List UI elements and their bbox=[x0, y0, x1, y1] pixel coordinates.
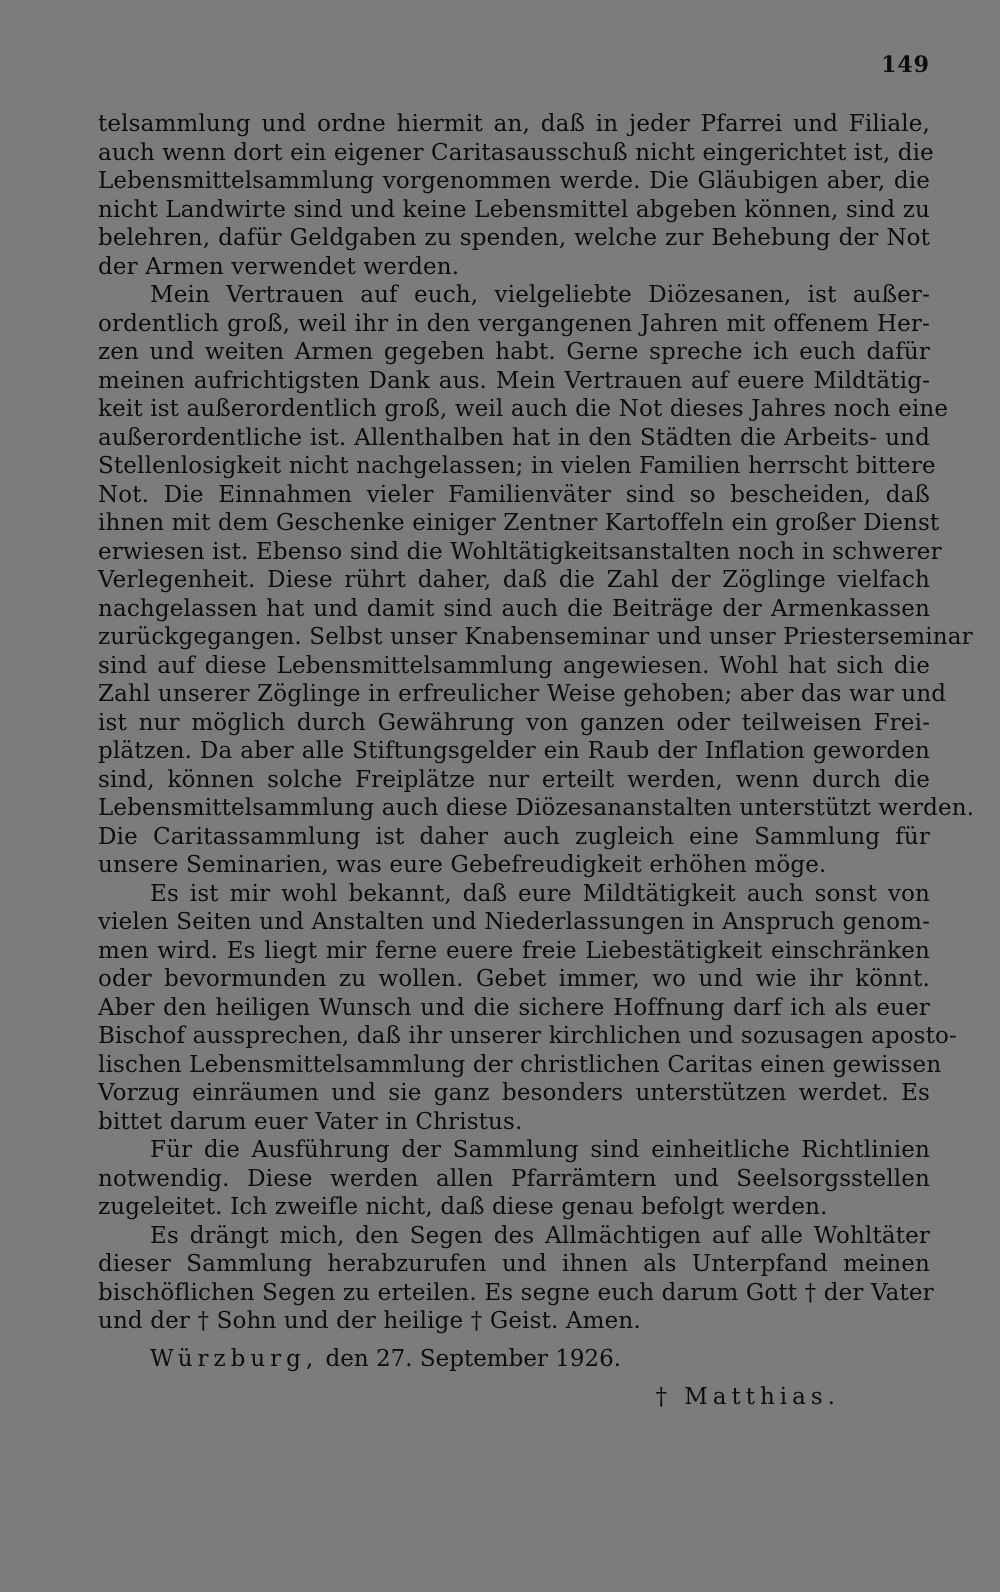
text-line: sind, können solche Freiplätze nur erteilt werden, wenn durch die bbox=[98, 766, 930, 793]
text-line: zen und weiten Armen gegeben habt. Gerne spreche ich euch dafür bbox=[98, 339, 930, 365]
text-line: telsammlung und ordne hiermit an, daß in jeder Pfarrei und Filiale, bbox=[98, 111, 930, 137]
text-line: oder bevormunden zu wollen. Gebet immer, wo und wie ihr könnt. bbox=[98, 966, 930, 992]
text-line: meinen aufrichtigsten Dank aus. Mein Vertrauen auf euere Mildtätig- bbox=[98, 367, 930, 394]
dateline-date: den 27. September 1926. bbox=[318, 1345, 622, 1372]
text-line: nachgelassen hat und damit sind auch die Beiträge der Armenkassen bbox=[98, 595, 930, 622]
letter-body bbox=[98, 110, 975, 1414]
paragraph bbox=[98, 110, 934, 281]
text-line: auch wenn dort ein eigener Caritasausschuß nicht eingerichtet ist, die bbox=[98, 139, 934, 166]
text-line: keit ist außerordentlich groß, weil auch die Not dieses Jahres noch eine bbox=[98, 396, 949, 422]
text-line: erwiesen ist. Ebenso sind die Wohltätigkeitsanstalten noch in schwerer bbox=[98, 538, 942, 565]
text-line: Aber den heiligen Wunsch und die sichere Hoffnung darf ich als euer bbox=[98, 994, 930, 1021]
text-line: nicht Landwirte sind und keine Lebensmittel abgeben können, sind zu bbox=[98, 196, 930, 223]
dateline bbox=[98, 1342, 930, 1376]
paragraph bbox=[98, 281, 975, 880]
text-line: Die Caritassammlung ist daher auch zugleich eine Sammlung für bbox=[98, 823, 930, 850]
paragraph bbox=[98, 1222, 934, 1336]
text-line: Zahl unserer Zöglinge in erfreulicher Weise gehoben; aber das war und bbox=[98, 681, 947, 707]
text-line: Vorzug einräumen und sie ganz besonders unterstützen werdet. Es bbox=[98, 1080, 930, 1106]
text-line: Lebensmittelsammlung vorgenommen werde. Die Gläubigen aber, die bbox=[98, 168, 930, 194]
text-line: bittet darum euer Vater in Christus. bbox=[98, 1108, 523, 1135]
text-line: belehren, dafür Geldgaben zu spenden, welche zur Behebung der Not bbox=[98, 225, 930, 251]
text-line: außerordentliche ist. Allenthalben hat in den Städten die Arbeits- und bbox=[98, 424, 930, 451]
text-line: zurückgegangen. Selbst unser Knabenseminar und unser Priesterseminar bbox=[98, 624, 973, 650]
text-line: ordentlich groß, weil ihr in den vergangenen Jahren mit offenem Her- bbox=[98, 310, 930, 337]
text-line: men wird. Es liegt mir ferne euere freie Liebestätigkeit einschränken bbox=[98, 937, 930, 964]
text-line: Es ist mir wohl bekannt, daß eure Mildtätigkeit auch sonst von bbox=[150, 880, 930, 907]
text-line: und der † Sohn und der heilige † Geist. Amen. bbox=[98, 1308, 641, 1334]
text-line: Verlegenheit. Diese rührt daher, daß die Zahl der Zöglinge vielfach bbox=[98, 567, 930, 593]
text-line: Stellenlosigkeit nicht nachgelassen; in vielen Familien herrscht bittere bbox=[98, 453, 936, 479]
text-line: Lebensmittelsammlung auch diese Diözesananstalten unterstützt werden. bbox=[98, 795, 975, 821]
text-line: Bischof aussprechen, daß ihr unserer kirchlichen und sozusagen aposto- bbox=[98, 1023, 957, 1049]
text-line: bischöflichen Segen zu erteilen. Es segne euch darum Gott † der Vater bbox=[98, 1279, 934, 1306]
text-line: ist nur möglich durch Gewährung von ganzen oder teilweisen Frei- bbox=[98, 709, 930, 736]
text-line: notwendig. Diese werden allen Pfarrämtern und Seelsorgsstellen bbox=[98, 1165, 930, 1192]
text-line: dieser Sammlung herabzurufen und ihnen als Unterpfand meinen bbox=[98, 1251, 930, 1277]
text-line: Mein Vertrauen auf euch, vielgeliebte Diözesanen, ist außer- bbox=[150, 282, 930, 308]
text-line: plätzen. Da aber alle Stiftungsgelder ein Raub der Inflation geworden bbox=[98, 738, 930, 764]
text-line: Not. Die Einnahmen vieler Familienväter sind so bescheiden, daß bbox=[98, 481, 930, 508]
text-line: unsere Seminarien, was eure Gebefreudigkeit erhöhen möge. bbox=[98, 852, 827, 878]
signature: † Matthias. bbox=[655, 1383, 840, 1410]
text-line: sind auf diese Lebensmittelsammlung angewiesen. Wohl hat sich die bbox=[98, 652, 930, 679]
page-number: 149 bbox=[881, 52, 930, 78]
text-line: vielen Seiten und Anstalten und Niederlassungen in Anspruch genom- bbox=[98, 909, 930, 935]
text-line: ihnen mit dem Geschenke einiger Zentner Kartoffeln ein großer Dienst bbox=[98, 510, 940, 536]
text-line: der Armen verwendet werden. bbox=[98, 253, 460, 280]
text-line: Es drängt mich, den Segen des Allmächtigen auf alle Wohltäter bbox=[150, 1222, 930, 1249]
paragraph-container bbox=[98, 110, 975, 1336]
text-line: zugeleitet. Ich zweifle nicht, daß diese genau befolgt werden. bbox=[98, 1194, 828, 1220]
text-line: Für die Ausführung der Sammlung sind einheitliche Richtlinien bbox=[150, 1137, 930, 1163]
paragraph bbox=[98, 880, 957, 1137]
paragraph bbox=[98, 1136, 930, 1222]
text-line: lischen Lebensmittelsammlung der christlichen Caritas einen gewissen bbox=[98, 1051, 942, 1078]
dateline-place: Würzburg, bbox=[150, 1345, 319, 1372]
